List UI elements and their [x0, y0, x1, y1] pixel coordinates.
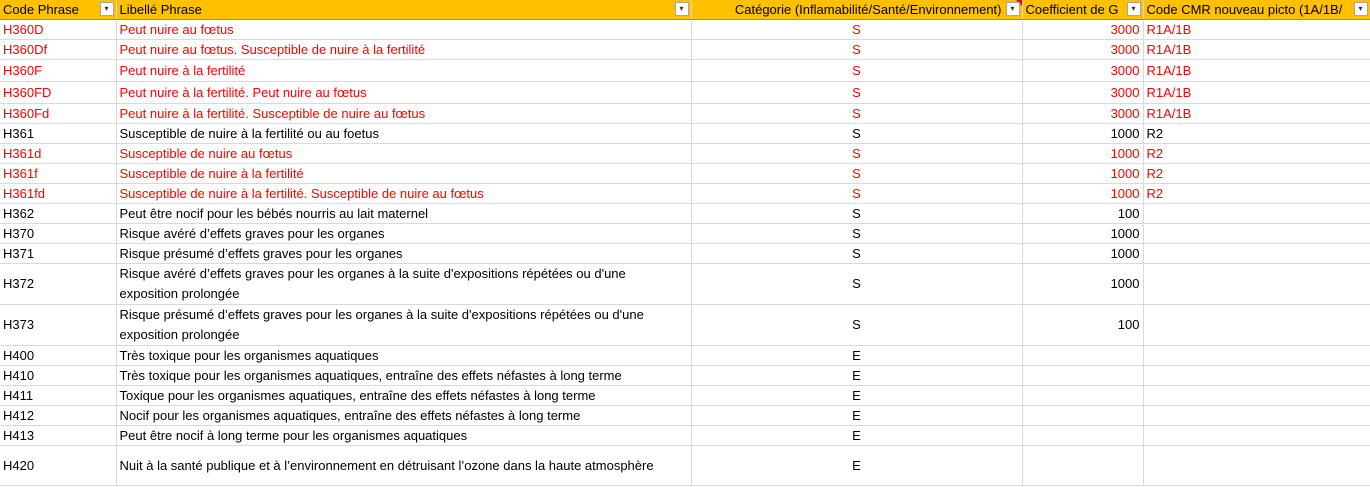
cell-coefficient[interactable]: 1000 — [1022, 144, 1143, 164]
cell-code-cmr[interactable] — [1143, 366, 1370, 386]
cell-code-phrase[interactable]: H420 — [0, 446, 116, 486]
filter-dropdown-icon[interactable]: ▾ — [1354, 2, 1368, 16]
cell-categorie[interactable]: S — [691, 40, 1022, 60]
header-code-cmr[interactable] — [1143, 0, 1370, 20]
header-label: Coefficient de G — [1025, 1, 1119, 17]
cell-coefficient[interactable]: 1000 — [1022, 164, 1143, 184]
cell-code-phrase[interactable]: H413 — [0, 426, 116, 446]
cell-categorie[interactable]: S — [691, 124, 1022, 144]
cell-code-cmr[interactable]: R1A/1B — [1143, 60, 1370, 82]
table-row — [0, 60, 1370, 82]
cell-categorie[interactable]: S — [691, 244, 1022, 264]
cell-libelle-phrase[interactable]: Risque présumé d’effets graves pour les organes à la suite d'expositions répétées ou d'une exposition prolongée — [116, 305, 691, 346]
cell-code-cmr[interactable] — [1143, 264, 1370, 305]
cell-coefficient[interactable]: 3000 — [1022, 104, 1143, 124]
table-row — [0, 20, 1370, 40]
cell-coefficient[interactable]: 3000 — [1022, 40, 1143, 60]
cell-libelle-phrase[interactable]: Nocif pour les organismes aquatiques, entraîne des effets néfastes à long terme — [116, 406, 691, 426]
cell-coefficient[interactable]: 3000 — [1022, 20, 1143, 40]
cell-code-cmr[interactable] — [1143, 386, 1370, 406]
cell-coefficient[interactable] — [1022, 446, 1143, 486]
cell-code-phrase[interactable]: H360FD — [0, 82, 116, 104]
header-categorie[interactable] — [691, 0, 1022, 20]
cell-libelle-phrase[interactable]: Peut nuire au fœtus. Susceptible de nuire à la fertilité — [116, 40, 691, 60]
cell-code-cmr[interactable] — [1143, 204, 1370, 224]
cell-categorie[interactable]: S — [691, 164, 1022, 184]
filter-dropdown-icon[interactable]: ▾ — [1127, 2, 1141, 16]
cell-categorie[interactable]: E — [691, 426, 1022, 446]
cell-categorie[interactable]: E — [691, 386, 1022, 406]
cell-coefficient[interactable]: 3000 — [1022, 60, 1143, 82]
cell-code-phrase[interactable]: H361d — [0, 144, 116, 164]
table-row — [0, 446, 1370, 486]
table-row — [0, 406, 1370, 426]
table-row — [0, 244, 1370, 264]
cell-code-phrase[interactable]: H412 — [0, 406, 116, 426]
cell-libelle-phrase[interactable]: Susceptible de nuire à la fertilité — [116, 164, 691, 184]
cell-code-cmr[interactable]: R1A/1B — [1143, 82, 1370, 104]
cell-categorie[interactable]: S — [691, 60, 1022, 82]
cell-coefficient[interactable]: 1000 — [1022, 244, 1143, 264]
cell-coefficient[interactable]: 1000 — [1022, 184, 1143, 204]
cell-code-phrase[interactable]: H361 — [0, 124, 116, 144]
cell-code-cmr[interactable]: R1A/1B — [1143, 40, 1370, 60]
cell-coefficient[interactable]: 1000 — [1022, 264, 1143, 305]
cell-code-cmr[interactable]: R1A/1B — [1143, 20, 1370, 40]
header-code-phrase[interactable] — [0, 0, 116, 20]
table-row — [0, 426, 1370, 446]
cell-code-phrase[interactable]: H361f — [0, 164, 116, 184]
cell-coefficient[interactable]: 1000 — [1022, 124, 1143, 144]
table-row — [0, 204, 1370, 224]
cell-code-cmr[interactable] — [1143, 305, 1370, 346]
cell-coefficient[interactable] — [1022, 346, 1143, 366]
table-row — [0, 40, 1370, 60]
cell-categorie[interactable]: S — [691, 144, 1022, 164]
table-row — [0, 305, 1370, 346]
cell-libelle-phrase[interactable]: Peut être nocif pour les bébés nourris au lait maternel — [116, 204, 691, 224]
cell-categorie[interactable]: E — [691, 406, 1022, 426]
table-row — [0, 386, 1370, 406]
cell-code-phrase[interactable]: H370 — [0, 224, 116, 244]
cell-code-phrase[interactable]: H360Df — [0, 40, 116, 60]
cell-coefficient[interactable] — [1022, 366, 1143, 386]
table-row — [0, 144, 1370, 164]
cell-libelle-phrase[interactable]: Peut nuire à la fertilité. Susceptible de nuire au fœtus — [116, 104, 691, 124]
cell-code-cmr[interactable]: R2 — [1143, 164, 1370, 184]
header-label: Code Phrase — [3, 1, 79, 17]
filter-dropdown-icon[interactable]: ▾ — [1006, 2, 1020, 16]
cell-code-phrase[interactable]: H360D — [0, 20, 116, 40]
cell-coefficient[interactable]: 1000 — [1022, 224, 1143, 244]
cell-libelle-phrase[interactable]: Peut être nocif à long terme pour les organismes aquatiques — [116, 426, 691, 446]
cell-libelle-phrase[interactable]: Risque présumé d’effets graves pour les organes — [116, 244, 691, 264]
cell-code-cmr[interactable]: R1A/1B — [1143, 104, 1370, 124]
cell-code-cmr[interactable] — [1143, 426, 1370, 446]
cell-code-phrase[interactable]: H362 — [0, 204, 116, 224]
cell-categorie[interactable]: S — [691, 104, 1022, 124]
cell-coefficient[interactable]: 100 — [1022, 204, 1143, 224]
cell-coefficient[interactable] — [1022, 426, 1143, 446]
cell-libelle-phrase[interactable]: Peut nuire au fœtus — [116, 20, 691, 40]
cell-coefficient[interactable] — [1022, 406, 1143, 426]
cell-categorie[interactable]: S — [691, 264, 1022, 305]
cell-code-phrase[interactable]: H360F — [0, 60, 116, 82]
cell-libelle-phrase[interactable]: Susceptible de nuire au fœtus — [116, 144, 691, 164]
table-row — [0, 366, 1370, 386]
table-row — [0, 82, 1370, 104]
cell-code-cmr[interactable] — [1143, 244, 1370, 264]
cell-code-phrase[interactable]: H360Fd — [0, 104, 116, 124]
table-row — [0, 104, 1370, 124]
cell-coefficient[interactable]: 100 — [1022, 305, 1143, 346]
table-row — [0, 264, 1370, 305]
cell-code-phrase[interactable]: H411 — [0, 386, 116, 406]
cell-code-phrase[interactable]: H372 — [0, 264, 116, 305]
cell-libelle-phrase[interactable]: Très toxique pour les organismes aquatiques, entraîne des effets néfastes à long terme — [116, 366, 691, 386]
cell-libelle-phrase[interactable]: Risque avéré d’effets graves pour les organes — [116, 224, 691, 244]
header-coefficient[interactable] — [1022, 0, 1143, 20]
cell-code-cmr[interactable] — [1143, 446, 1370, 486]
cell-libelle-phrase[interactable]: Susceptible de nuire à la fertilité. Susceptible de nuire au fœtus — [116, 184, 691, 204]
cell-code-phrase[interactable]: H361fd — [0, 184, 116, 204]
cell-libelle-phrase[interactable]: Peut nuire à la fertilité — [116, 60, 691, 82]
filter-dropdown-icon[interactable]: ▾ — [675, 2, 689, 16]
cell-libelle-phrase[interactable]: Susceptible de nuire à la fertilité ou au foetus — [116, 124, 691, 144]
cell-categorie[interactable]: S — [691, 184, 1022, 204]
header-label: Catégorie (Inflamabilité/Santé/Environnement) — [734, 1, 1002, 17]
cell-categorie[interactable]: E — [691, 346, 1022, 366]
cell-categorie[interactable]: S — [691, 204, 1022, 224]
cell-code-cmr[interactable] — [1143, 406, 1370, 426]
cell-code-cmr[interactable]: R2 — [1143, 144, 1370, 164]
cell-categorie[interactable]: S — [691, 20, 1022, 40]
cell-code-phrase[interactable]: H400 — [0, 346, 116, 366]
table-row — [0, 164, 1370, 184]
cell-libelle-phrase[interactable]: Risque avéré d’effets graves pour les organes à la suite d'expositions répétées ou d'une exposition prolongée — [116, 264, 691, 305]
table-row — [0, 124, 1370, 144]
header-label: Libellé Phrase — [119, 1, 202, 17]
table-row — [0, 184, 1370, 204]
table-row — [0, 346, 1370, 366]
cell-code-phrase[interactable]: H371 — [0, 244, 116, 264]
sort-filter-icon[interactable]: ▾ — [100, 2, 114, 16]
cell-categorie[interactable]: S — [691, 305, 1022, 346]
cell-coefficient[interactable]: 3000 — [1022, 82, 1143, 104]
cell-libelle-phrase[interactable]: Nuit à la santé publique et à l’environnement en détruisant l’ozone dans la haute atmosphère — [116, 446, 691, 486]
cell-code-cmr[interactable]: R2 — [1143, 184, 1370, 204]
cell-code-cmr[interactable] — [1143, 346, 1370, 366]
header-libelle-phrase[interactable] — [116, 0, 691, 20]
cell-libelle-phrase[interactable]: Toxique pour les organismes aquatiques, entraîne des effets néfastes à long terme — [116, 386, 691, 406]
cell-categorie[interactable]: E — [691, 366, 1022, 386]
cell-code-phrase[interactable]: H373 — [0, 305, 116, 346]
cell-categorie[interactable]: E — [691, 446, 1022, 486]
cell-code-cmr[interactable] — [1143, 224, 1370, 244]
cell-categorie[interactable]: S — [691, 224, 1022, 244]
header-row — [0, 0, 1370, 20]
cell-coefficient[interactable] — [1022, 386, 1143, 406]
table-row — [0, 224, 1370, 244]
header-label: Code CMR nouveau picto (1A/1B/ — [1146, 1, 1343, 17]
cell-code-cmr[interactable]: R2 — [1143, 124, 1370, 144]
cell-libelle-phrase[interactable]: Très toxique pour les organismes aquatiques — [116, 346, 691, 366]
cell-libelle-phrase[interactable]: Peut nuire à la fertilité. Peut nuire au fœtus — [116, 82, 691, 104]
cell-categorie[interactable]: S — [691, 82, 1022, 104]
cell-code-phrase[interactable]: H410 — [0, 366, 116, 386]
